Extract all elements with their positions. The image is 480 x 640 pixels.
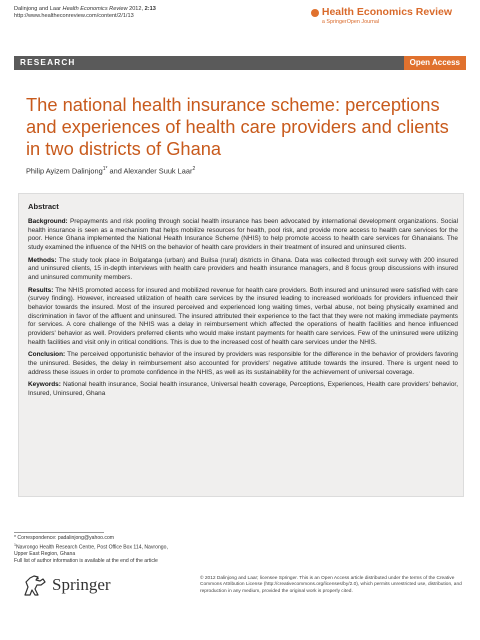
citation-year: 2012, <box>129 6 144 12</box>
citation-header <box>14 6 156 21</box>
abstract-methods <box>28 257 458 283</box>
article-type-label: RESEARCH <box>20 58 76 67</box>
correspondence-note: * Correspondence: padalinjong@yahoo.com <box>14 535 115 541</box>
author-info-note: Full list of author information is available at the end of the article <box>14 558 158 565</box>
affiliation-note <box>14 542 174 558</box>
citation-line <box>14 6 156 13</box>
springer-horse-icon <box>22 573 48 597</box>
journal-subtitle: a SpringerOpen Journal <box>321 19 380 25</box>
abstract-keywords <box>28 381 458 398</box>
section-label: Methods: <box>28 256 57 264</box>
author-name[interactable]: Philip Ayizem Dalinjong <box>26 166 103 176</box>
abstract-box <box>18 193 464 497</box>
author-list <box>26 166 195 175</box>
section-text: The perceived opportunistic behavior of the insured by providers was responsible for the difference in the behavior of providers favoring the uninsured. Besides, the delay in reimbursement also accounted for providers' negative attitude towards the insured. There is urgent need to address these issues in order to promote confidence in the NHIS, as well as its sustainability for the achievement of universal coverage. <box>28 351 458 376</box>
open-access-badge: Open Access <box>404 56 466 70</box>
author-affiliation-mark: 1* <box>102 166 108 172</box>
abstract-background <box>28 218 458 253</box>
abstract-results <box>28 287 458 348</box>
author-conjunction: and <box>107 166 124 176</box>
citation-volume: 2:13 <box>144 6 156 12</box>
affiliation-text: Navrongo Health Research Centre, Post Office Box 114, Navrongo, Upper East Region, Ghana <box>14 544 168 558</box>
article-type-banner <box>14 56 466 70</box>
footnotes <box>14 535 174 565</box>
section-text: The study took place in Bolgatanga (urban) and Builsa (rural) districts in Ghana. Data was collected through exit survey with 200 insured and uninsured clients, 15 in-depth interviews with health care providers and health insurance managers, and 8 focus group discussions with insured and uninsured community members. <box>28 256 458 281</box>
affiliation-mark: 1 <box>14 542 16 547</box>
author-name[interactable]: Alexander Suuk Laar <box>123 166 193 176</box>
citation-journal: Health Economics Review <box>62 6 128 12</box>
footnote-divider <box>14 532 104 533</box>
section-text: The NHIS promoted access for insured and mobilized revenue for health care providers. Both insured and uninsured were satisfied with care (survey finding). However, increased utilization of health care services by the insured leading to increased workloads for providers influenced their behavior towards the insured. Most of the insured perceived and experienced long waiting times, verbal abuse, not being physically examined and discrimination in favor of the affluent and uninsured. The insured attributed their experience to the fact that they were not making immediate payments for services. A core challenge of the NHIS was a delay in reimbursement which affected the operations of health facilities and hence influenced providers' behavior as well. Providers preferred clients who would make instant payments for health care services. Few of the uninsured were utilizing health facilities and visit only in critical conditions. This is due to the increased cost of health care services under the NHIS. <box>28 286 458 346</box>
section-label: Conclusion: <box>28 351 66 359</box>
article-title: The national health insurance scheme: perceptions and experiences of health care providers and clients in two districts of Ghana <box>26 94 449 159</box>
license-notice: © 2012 Dalinjong and Laar; licensee Springer. This is an Open Access article distributed under the terms of the Creative Commons Attribution License (http://creativecommons.org/licenses/by/2.0), which permits unrestricted use, distribution, and reproduction in any medium, provided the original work is properly cited. <box>200 576 462 594</box>
abstract-heading: Abstract <box>28 202 59 211</box>
publisher-name: Springer <box>52 575 111 594</box>
journal-logo <box>311 7 452 25</box>
orange-dot-icon <box>311 9 319 17</box>
citation-url[interactable]: http://www.healtheconreview.com/content/2/1/13 <box>14 13 134 20</box>
journal-name: Health Economics Review <box>321 6 452 18</box>
section-label: Background: <box>28 218 68 225</box>
abstract-body <box>28 218 458 402</box>
section-label: Results: <box>28 286 54 294</box>
section-text: Prepayments and risk pooling through social health insurance has been advocated by international development organizations. Social health insurance is seen as a mechanism that helps mobilize resources for health, pool risk, and provide more access to health care services for the poor. Hence Ghana implemented the National Health Insurance Scheme (NHIS) to help promote access to health care services for Ghanaians. The study examined the influence of the NHIS on the behavior of health care providers in their treatment of insured and uninsured clients. <box>28 218 458 251</box>
publisher-logo <box>22 573 111 597</box>
author-affiliation-mark: 2 <box>192 166 196 172</box>
abstract-conclusion <box>28 351 458 377</box>
section-label: Keywords: <box>28 381 61 389</box>
section-text: National health insurance, Social health insurance, Universal health coverage, Perceptions, Experiences, Health care providers' behavior, Insured, Uninsured, Ghana <box>28 381 458 397</box>
citation-authors: Dalinjong and Laar <box>14 6 61 12</box>
